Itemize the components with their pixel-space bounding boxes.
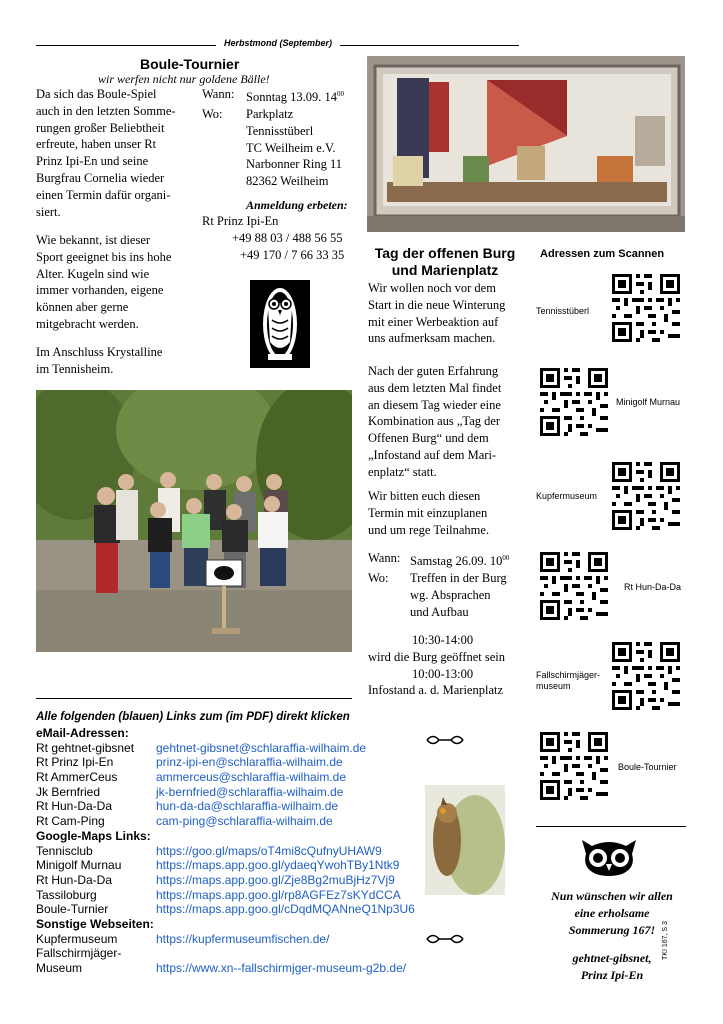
group-photo <box>36 390 352 652</box>
email-link[interactable]: cam-ping@schlaraffia-wilhaim.de <box>156 814 333 829</box>
maps-heading: Google-Maps Links: <box>36 828 151 843</box>
maps-row: Tassiloburg https://maps.app.goo.gl/rp8AGFEz7sKYdCCA <box>36 887 401 902</box>
boule-contact: Rt Prinz Ipi-En +49 88 03 / 488 56 55 +49 170 / 7 66 33 35 <box>202 214 345 262</box>
links-intro: Alle folgenden (blauen) Links zum (im PDF) direkt klicken <box>36 711 350 723</box>
anmeldung-heading: Anmeldung erbeten: <box>246 198 348 212</box>
email-row: Jk Bernfried jk-bernfried@schlaraffia-wilhaim.de <box>36 784 344 799</box>
email-row: Rt AmmerCeus ammerceus@schlaraffia-wilhaim.de <box>36 770 347 785</box>
maps-link[interactable]: https://maps.app.goo.gl/Zje8Bg2muBjHz7Vj9 <box>156 872 395 887</box>
email-row: Rt Cam-Ping cam-ping@schlaraffia-wilhaim.de <box>36 814 333 829</box>
owl-face-logo <box>578 838 640 883</box>
email-link[interactable]: gehtnet-gibsnet@schlaraffia-wilhaim.de <box>156 740 367 755</box>
qr-label-tennisstueberl: Tennisstüberl <box>536 306 590 316</box>
qr-code-minigolf-murnau[interactable] <box>538 366 610 438</box>
owl-logo-image <box>250 280 310 368</box>
boule-subtitle: wir werfen nicht nur goldene Bälle! <box>98 72 270 86</box>
closing-signature: gehtnet-gibsnet, Prinz Ipi-En <box>572 951 652 982</box>
boule-para2: Wie bekannt, ist dieser Sport geeignet bis ins hohe Alter. Kugeln sind wie immer vorhanden, eigene können aber gerne mitgebracht werden. <box>36 233 172 331</box>
qr-code-rt-hun-da-da[interactable] <box>538 550 610 622</box>
email-link[interactable]: prinz-ipi-en@schlaraffia-wilhaim.de <box>156 755 343 770</box>
burg-para2: Nach der guten Erfahrung aus dem letzten Mal findet an diesem Tag wieder eine Kombination aus „Tag der Offenen Burg“ und dem „Infostand auf dem Mari- enplatz“ statt. <box>368 364 502 479</box>
burg-para3: Wir bitten euch diesen Termin mit einzuplanen und um rege Teilnahme. <box>368 489 490 537</box>
email-row: Rt Hun-Da-Da hun-da-da@schlaraffia-wilhaim.de <box>36 799 339 814</box>
maps-row: Tennisclub https://goo.gl/maps/oT4mi8cQufnyUHAW9 <box>36 843 382 858</box>
qr-code-boule-tournier[interactable] <box>538 730 610 802</box>
burg-details: Wann: Samstag 26.09. $10^{00}$ Wo: Treffen in der Burg wg. Absprachen und Aufbau <box>368 551 510 619</box>
qr-label-rt-hun-da-da: Rt Hun-Da-Da <box>624 582 682 592</box>
qr-label-fallschirmjaeger-museum: Fallschirmjäger-museum <box>536 670 601 691</box>
qr-code-tennisstueberl[interactable] <box>610 272 682 344</box>
boule-para1: Da sich das Boule-Spiel auch in den letzten Somme- rungen großer Beliebtheit erfreute, haben unser Rt Prinz Ipi-En und seine Burgfrau Cornelia wieder einen Termin dafür organi- siert. <box>36 87 176 219</box>
links-rule <box>36 698 352 699</box>
web-row-label: Fallschirmjäger- <box>36 946 122 961</box>
email-link[interactable]: jk-bernfried@schlaraffia-wilhaim.de <box>156 784 344 799</box>
closing-rule <box>536 826 686 827</box>
web-link[interactable]: https://www.xn--fallschirmjger-museum-g2b.de/ <box>156 961 407 976</box>
qr-label-minigolf-murnau: Minigolf Murnau <box>616 397 681 407</box>
boule-details: Wann: Sonntag 13.09. $14^{00}$ Wo: Parkplatz Tennisstüberl TC Weilheim e.V. Narbonner Ring 11 82362 Weilheim <box>202 87 344 189</box>
closing-wish: Nun wünschen wir allen eine erholsame Sommerung 167! <box>551 889 673 937</box>
web-row: Kupfermuseum https://kupfermuseumfischen.de/ <box>36 931 330 946</box>
burg-times: 10:30-14:00 wird die Burg geöffnet sein 10:00-13:00 Infostand a. d. Marienplatz <box>368 633 506 698</box>
maps-row: Rt Hun-Da-Da https://maps.app.goo.gl/Zje8Bg2muBjHz7Vj9 <box>36 872 395 887</box>
web-link[interactable]: https://kupfermuseumfischen.de/ <box>156 931 330 946</box>
qr-label-boule-tournier: Boule-Tournier <box>618 762 677 772</box>
burg-title: Tag der offenen Burg und Marienplatz <box>374 245 516 278</box>
display-case-photo <box>367 56 685 232</box>
links-list <box>36 726 426 976</box>
web-row: Museum https://www.xn--fallschirmjger-museum-g2b.de/ <box>36 961 407 976</box>
header-label: Herbstmond (September) <box>216 38 340 48</box>
web-heading: Sonstige Webseiten: <box>36 916 154 931</box>
boule-para3: Im Anschluss Krystalline im Tennisheim. <box>36 345 163 376</box>
boule-title: Boule-Tournier <box>140 56 240 72</box>
maps-link[interactable]: https://maps.app.goo.gl/ydaeqYwohTBy1Ntk9 <box>156 858 400 873</box>
qr-code-kupfermuseum[interactable] <box>610 460 682 532</box>
maps-link[interactable]: https://goo.gl/maps/oT4mi8cQufnyUHAW9 <box>156 843 382 858</box>
maps-link[interactable]: https://maps.app.goo.gl/cDqdMQANneQ1Np3U6 <box>156 902 415 917</box>
owl-photo <box>425 785 505 895</box>
maps-row: Minigolf Murnau https://maps.app.goo.gl/ydaeqYwohTBy1Ntk9 <box>36 858 400 873</box>
email-link[interactable]: hun-da-da@schlaraffia-wilhaim.de <box>156 799 339 814</box>
qr-label-kupfermuseum: Kupfermuseum <box>536 491 598 501</box>
email-heading: eMail-Adressen: <box>36 726 129 740</box>
ornament-top-icon <box>425 733 465 752</box>
qr-section-title: Adressen zum Scannen <box>540 248 665 260</box>
page-side-note: TKI 167, S 3 <box>662 921 669 960</box>
maps-link[interactable]: https://maps.app.goo.gl/rp8AGFEz7sKYdCCA <box>156 887 401 902</box>
email-link[interactable]: ammerceus@schlaraffia-wilhaim.de <box>156 770 347 785</box>
email-row: Rt Prinz Ipi-En prinz-ipi-en@schlaraffia-wilhaim.de <box>36 755 343 770</box>
maps-row: Boule-Turnier https://maps.app.goo.gl/cDqdMQANneQ1Np3U6 <box>36 902 415 917</box>
qr-code-fallschirmjaeger-museum[interactable] <box>610 640 682 712</box>
ornament-bottom-icon <box>425 932 465 951</box>
burg-para1: Wir wollen noch vor dem Start in die neue Winterung mit einer Werbeaktion auf uns aufmerksam machen. <box>368 281 506 346</box>
email-row: Rt gehtnet-gibsnet gehtnet-gibsnet@schlaraffia-wilhaim.de <box>36 740 367 755</box>
